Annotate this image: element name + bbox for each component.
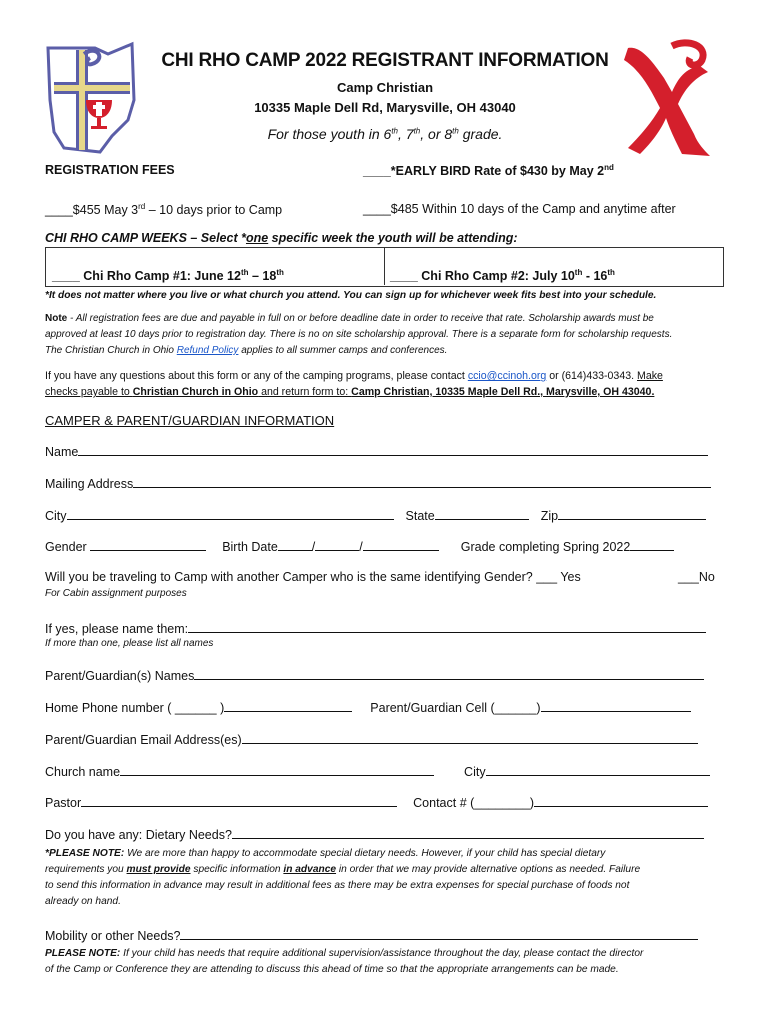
mobility-note: PLEASE NOTE: If your child has needs that require additional supervision/assistance throughout the day, please contact the director of the Camp or Conference they are attending to discuss this ahead of time so that the appropriate arrangements can be made.: [45, 948, 644, 975]
parent-email-field[interactable]: [242, 731, 698, 744]
dietary-note: *PLEASE NOTE: We are more than happy to accommodate special dietary needs. However, if your child has special dietary requirements you must provide specific information in advance in order that we may provide alternative options as needed. Failure to send this information in advance may result in additional fees as there may be extra expenses for special purchase of foods not already on hand.: [45, 848, 641, 907]
if-yes-hint: If more than one, please list all names: [45, 638, 214, 649]
pastor-field[interactable]: [81, 794, 397, 807]
church-row: Church name City: [45, 763, 710, 779]
weeks-heading: CHI RHO CAMP WEEKS – Select *one specific week the youth will be attending:: [45, 231, 518, 245]
page-title: CHI RHO CAMP 2022 REGISTRANT INFORMATION: [161, 50, 609, 71]
travel-question: Will you be traveling to Camp with another Camper who is the same identifying Gender? ___ Yes: [45, 570, 581, 584]
travel-hint: For Cabin assignment purposes: [45, 588, 187, 599]
dietary-needs-field[interactable]: [232, 826, 704, 839]
birth-year-field[interactable]: [363, 538, 439, 551]
weeks-box-divider: [384, 247, 385, 285]
travel-no-option[interactable]: ___No: [678, 570, 715, 584]
camp-address: 10335 Maple Dell Rd, Marysville, OH 43040: [254, 100, 516, 115]
home-phone-field[interactable]: [224, 699, 352, 712]
pastor-contact-field[interactable]: [534, 794, 708, 807]
weeks-note: *It does not matter where you live or what church you attend. You can sign up for whichever week fits best into your schedule.: [45, 290, 657, 301]
church-city-field[interactable]: [486, 763, 710, 776]
camp-week-2-option[interactable]: ____ Chi Rho Camp #2: July 10th - 16th: [390, 268, 615, 284]
parent-cell-field[interactable]: [541, 699, 691, 712]
contact-info: If you have any questions about this form or any of the camping programs, please contact ccio@ccinoh.org or (614)433-0343. Make checks payable to Christian Church in Ohio and return form to: Camp Christian, 10335 Maple Dell Rd., Marysville, OH 43040.: [45, 370, 663, 398]
mailing-row: Mailing Address: [45, 475, 711, 491]
dietary-row: Do you have any: Dietary Needs?: [45, 826, 704, 842]
birth-day-field[interactable]: [315, 538, 359, 551]
email-row: Parent/Guardian Email Address(es): [45, 731, 698, 747]
if-yes-row: If yes, please name them:: [45, 620, 706, 636]
church-name-field[interactable]: [120, 763, 434, 776]
phone-row: Home Phone number ( ______ ) Parent/Guardian Cell (______): [45, 699, 691, 715]
audience-line: For those youth in 6th, 7th, or 8th grade.: [267, 126, 503, 142]
mobility-row: Mobility or other Needs?: [45, 927, 698, 943]
mailing-address-field[interactable]: [133, 475, 711, 488]
mobility-needs-field[interactable]: [180, 927, 698, 940]
parent-names-field[interactable]: [194, 667, 704, 680]
camp-name: Camp Christian: [336, 80, 434, 95]
state-field[interactable]: [435, 507, 529, 520]
gender-birth-grade-row: Gender Birth Date / / Grade completing Spring 2022: [45, 538, 674, 554]
parent-names-row: Parent/Guardian(s) Names: [45, 667, 704, 683]
grade-field[interactable]: [630, 538, 674, 551]
city-state-zip-row: City State Zip: [45, 507, 706, 523]
regular-fee-option[interactable]: ____$455 May 3rd – 10 days prior to Camp: [45, 202, 283, 218]
late-fee-option[interactable]: ____$485 Within 10 days of the Camp and anytime after: [363, 202, 676, 216]
pastor-row: Pastor Contact # (________): [45, 794, 708, 810]
contact-email-link[interactable]: ccio@ccinoh.org: [467, 370, 547, 382]
zip-field[interactable]: [558, 507, 706, 520]
registration-note: Note - All registration fees are due and payable in full on or before deadline date in order to receive that rate. Scholarship awards must be approved at least 10 days prior to registration day. There is no on site scholarship approval. There is a separate form for scholarship requests. The Christian Church in Ohio Refund Policy applies to all summer camps and conferences.: [45, 313, 673, 356]
camp-week-1-option[interactable]: ____ Chi Rho Camp #1: June 12th – 18th: [52, 268, 284, 284]
fees-heading: REGISTRATION FEES: [45, 163, 175, 177]
city-field[interactable]: [67, 507, 394, 520]
name-row: Name: [45, 443, 708, 459]
early-bird-option[interactable]: ____*EARLY BIRD Rate of $430 by May 2nd: [363, 163, 614, 179]
companion-names-field[interactable]: [188, 620, 706, 633]
birth-month-field[interactable]: [278, 538, 312, 551]
refund-policy-link[interactable]: Refund Policy: [176, 345, 239, 356]
gender-field[interactable]: [90, 538, 206, 551]
name-field[interactable]: [78, 443, 708, 456]
camper-section-heading: CAMPER & PARENT/GUARDIAN INFORMATION: [45, 413, 335, 428]
